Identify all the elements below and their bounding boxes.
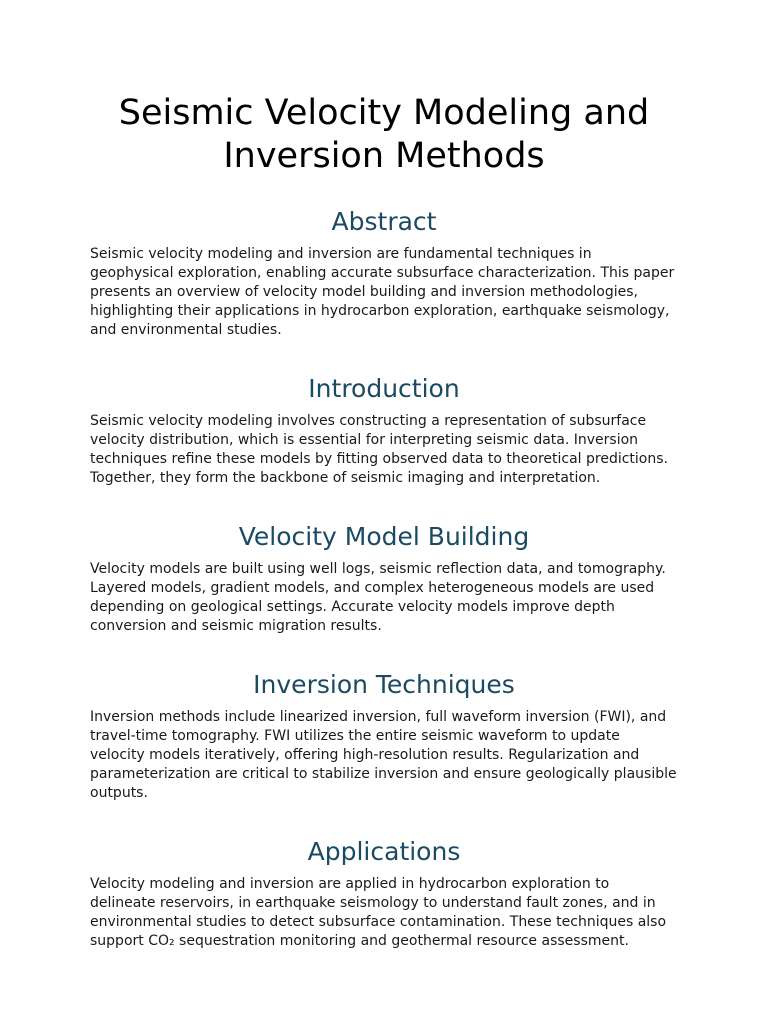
section-heading-inversion-techniques: Inversion Techniques xyxy=(253,670,515,699)
section-body-velocity-model-building: Velocity models are built using well logs, seismic reflection data, and tomography. Layered models, gradient models, and complex heterogeneous models are used depending on geological settings. Accurate velocity models improve depth conversion and seismic migration results. xyxy=(90,561,666,634)
section-velocity-model-building xyxy=(90,522,678,636)
section-abstract xyxy=(90,207,678,340)
section-body-inversion-techniques: Inversion methods include linearized inversion, full waveform inversion (FWI), and travel-time tomography. FWI utilizes the entire seismic waveform to update velocity models iteratively, offering high-resolution results. Regularization and parameterization are critical to stabilize inversion and ensure geologically plausible outputs. xyxy=(90,709,677,801)
section-body-introduction: Seismic velocity modeling involves constructing a representation of subsurface velocity distribution, which is essential for interpreting seismic data. Inversion techniques refine these models by fitting observed data to theoretical predictions. Together, they form the backbone of seismic imaging and interpretation. xyxy=(90,413,668,486)
section-applications xyxy=(90,837,678,951)
section-heading-abstract: Abstract xyxy=(331,207,437,236)
section-introduction xyxy=(90,374,678,488)
paper-title: Seismic Velocity Modeling and Inversion Methods xyxy=(118,93,650,176)
section-inversion-techniques xyxy=(90,670,678,803)
section-heading-introduction: Introduction xyxy=(308,374,460,403)
section-body-applications: Velocity modeling and inversion are applied in hydrocarbon exploration to delineate reservoirs, in earthquake seismology to understand fault zones, and in environmental studies to detect subsurface contamination. These techniques also support CO₂ sequestration monitoring and geothermal resource assessment. xyxy=(90,876,667,949)
section-heading-velocity-model-building: Velocity Model Building xyxy=(238,522,530,551)
section-body-abstract: Seismic velocity modeling and inversion are fundamental techniques in geophysical exploration, enabling accurate subsurface characterization. This paper presents an overview of velocity model building and inversion methodologies, highlighting their applications in hydrocarbon exploration, earthquake seismology, and environmental studies. xyxy=(90,246,675,338)
section-heading-applications: Applications xyxy=(307,837,461,866)
